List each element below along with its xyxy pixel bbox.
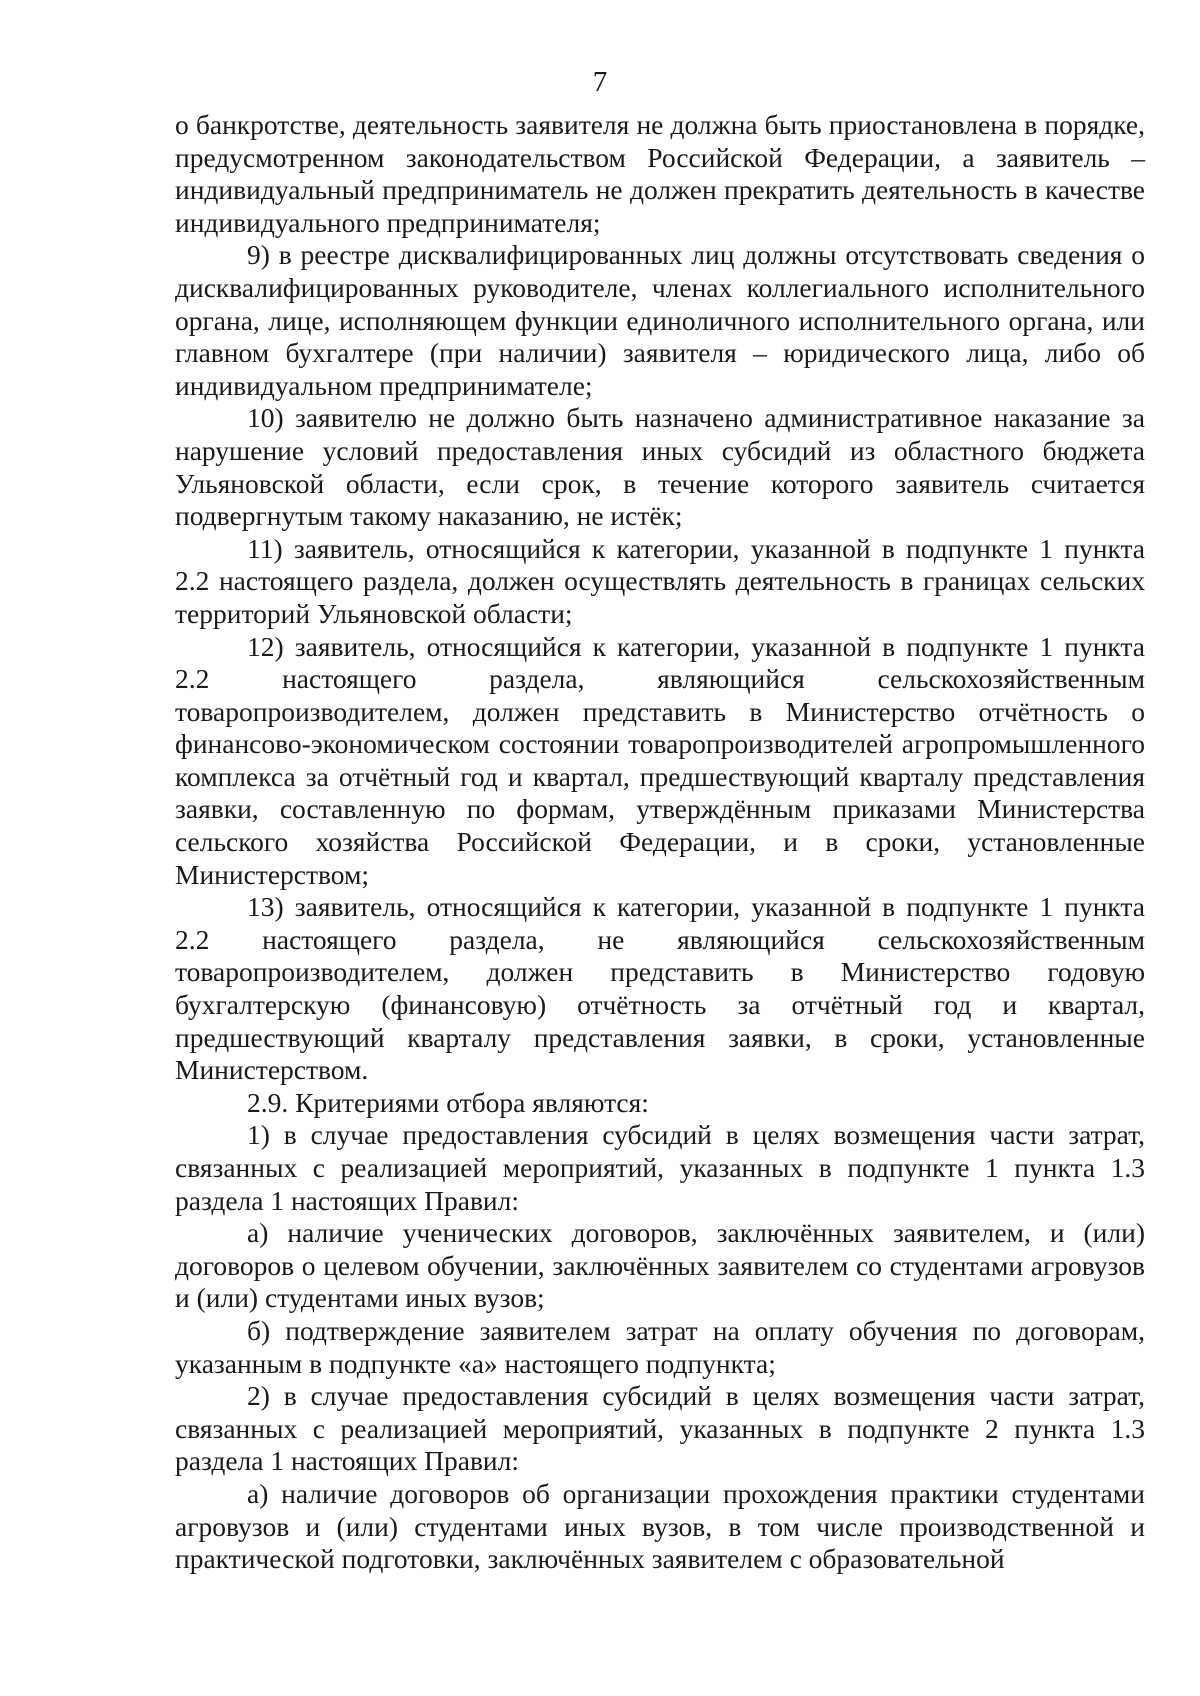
paragraph-criteria-1: 1) в случае предоставления субсидий в целях возмещения части затрат, связанных с реализацией мероприятий, указанных в подпункте 1 пункта 1.3 раздела 1 настоящих Правил: (175, 1119, 1145, 1216)
paragraph-item-13: 13) заявитель, относящийся к категории, указанной в подпункте 1 пункта 2.2 настоящего раздела, не являющийся сельскохозяйственным товаропроизводителем, должен представить в Министерство годовую бухгалтерскую (финансовую) отчётность за отчётный год и квартал, предшествующий кварталу представления заявки, в сроки, установленные Министерством. (175, 891, 1145, 1086)
paragraph-item-11: 11) заявитель, относящийся к категории, указанной в подпункте 1 пункта 2.2 настоящего раздела, должен осуществлять деятельность в границах сельских территорий Ульяновской области; (175, 532, 1145, 629)
paragraph-item-12: 12) заявитель, относящийся к категории, указанной в подпункте 1 пункта 2.2 настоящего раздела, являющийся сельскохозяйственным товаропроизводителем, должен представить в Министерство отчётность о финансово-экономическом состоянии товаропроизводителей агропромышленного комплекса за отчётный год и квартал, предшествующий кварталу представления заявки, составленную по формам, утверждённым приказами Министерства сельского хозяйства Российской Федерации, и в сроки, установленные Министерством; (175, 630, 1145, 890)
paragraph-item-10: 10) заявителю не должно быть назначено административное наказание за нарушение условий предоставления иных субсидий из областного бюджета Ульяновской области, если срок, в течение которого заявитель считается подвергнутым такому наказанию, не истёк; (175, 402, 1145, 532)
paragraph-criteria-2a: а) наличие договоров об организации прохождения практики студентами агровузов и (или) студентами иных вузов, в том числе производственной и практической подготовки, заключённых заявителем с образовательной (175, 1477, 1145, 1575)
page-number: 7 (592, 66, 608, 98)
paragraph-criteria-2: 2) в случае предоставления субсидий в целях возмещения части затрат, связанных с реализацией мероприятий, указанных в подпункте 2 пункта 1.3 раздела 1 настоящих Правил: (175, 1380, 1145, 1477)
document-body (175, 109, 1145, 1576)
paragraph-criteria-1b: б) подтверждение заявителем затрат на оплату обучения по договорам, указанным в подпункте «а» настоящего подпункта; (175, 1314, 1145, 1379)
paragraph-criteria-1a: а) наличие ученических договоров, заключённых заявителем, и (или) договоров о целевом обучении, заключённых заявителем со студентами агровузов и (или) студентами иных вузов; (175, 1217, 1145, 1314)
paragraph-item-9: 9) в реестре дисквалифицированных лиц должны отсутствовать сведения о дисквалифицированных руководителе, членах коллегиального исполнительного органа, лице, исполняющем функции единоличного исполнительного органа, или главном бухгалтере (при наличии) заявителя – юридического лица, либо об индивидуальном предпринимателе; (175, 239, 1145, 401)
paragraph-bankruptcy-continuation: о банкротстве, деятельность заявителя не должна быть приостановлена в порядке, предусмотренном законодательством Российской Федерации, а заявитель – индивидуальный предприниматель не должен прекратить деятельность в качестве индивидуального предпринимателя; (175, 109, 1145, 238)
paragraph-section-2-9: 2.9. Критериями отбора являются: (247, 1086, 649, 1118)
